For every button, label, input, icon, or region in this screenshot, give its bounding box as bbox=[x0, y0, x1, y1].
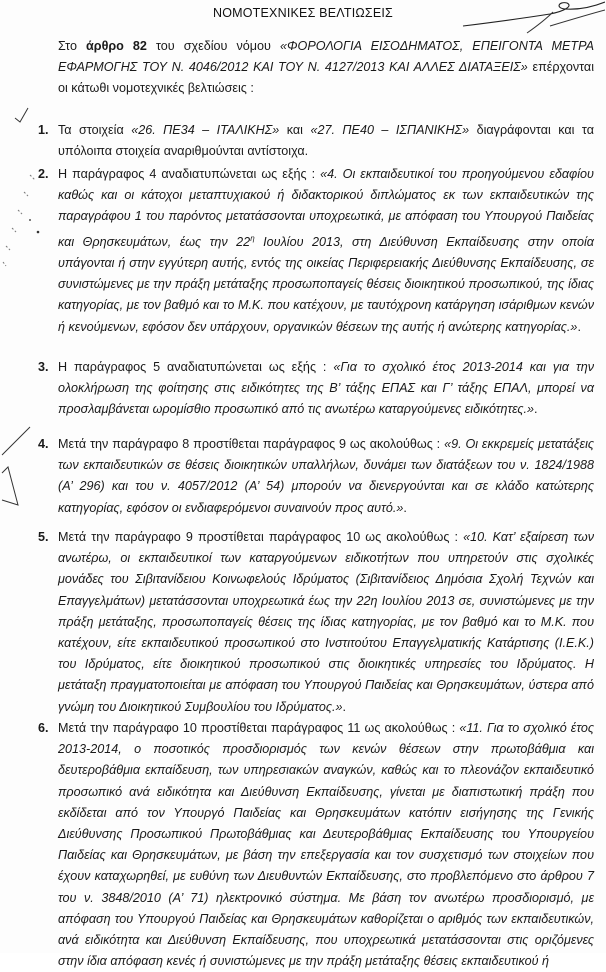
item-text: διαγράφονται και τα υπόλοιπα στοιχεία αναριθμούνται αντίστοιχα. bbox=[58, 123, 595, 159]
item-text: . bbox=[342, 699, 346, 714]
item-quote: «27. ΠΕ40 – ΙΣΠΑΝΙΚΗΣ» bbox=[310, 123, 470, 137]
list-item-2 bbox=[38, 164, 594, 338]
item-number: 5. bbox=[38, 530, 49, 544]
item-quote: «11. Για το σχολικό έτος 2013-2014, ο ποσοτικός προσδιορισμός των κενών θέσεων στην πρωτοβάθμια και δευτεροβάθμια εκπαίδευση, των υπηρεσιακών αναγκών, καθώς και το πλεονάζον εκπαιδευτικό προσωπικό ανά ειδικότητα και Διεύθυνση Εκπαίδευσης, γίνεται με διαπιστωτική πράξη που εκδίδεται από τον Υπουργό Παιδείας και Θρησκευμάτων κατόπιν εισήγησης της Γενικής Διεύθυνσης Προσωπικού Πρωτοβάθμιας και Δευτεροβάθμιας Εκπαίδευσης του Υπουργείου Παιδείας και Θρησκευμάτων, με βάση την επεξεργασία και τον συσχετισμό των στοιχείων που έχουν καταχωρηθεί, με ευθύνη των Διευθυντών Εκπαίδευσης, στο προβλεπόμενο στο άρθρου 7 του ν. 3848/2010 (Α’ 71) ηλεκτρονικό σύστημα. Με βάση τον ανωτέρω προσδιορισμό, με απόφαση του Υπουργού Παιδείας και Θρησκευμάτων καθορίζεται ο αριθμός των εκπαιδευτικών, ανά ειδικότητα και Διεύθυνση Εκπαίδευσης, που υποχρεωτικά μετατάσσονται στις οριζόμενες στην ίδια απόφαση κενές ή συνιστώμενες με την πράξη μετάταξης θέσεις εκπαιδευτικού ή bbox=[58, 721, 594, 969]
item-number: 4. bbox=[38, 437, 49, 451]
intro-paragraph bbox=[58, 36, 594, 99]
item-text: Μετά την παράγραφο 8 προστίθεται παράγραφος 9 ως ακολούθως : bbox=[58, 437, 445, 451]
list-item-5 bbox=[38, 527, 594, 718]
item-number: 2. bbox=[38, 167, 49, 181]
item-text: . bbox=[577, 319, 581, 334]
intro-middle: του σχεδίου νόμου bbox=[146, 39, 280, 53]
list-item-4 bbox=[38, 434, 594, 519]
item-text: Μετά την παράγραφο 9 προστίθεται παράγραφος 10 ως ακολούθως : bbox=[58, 530, 464, 544]
item-number: 3. bbox=[38, 360, 49, 374]
intro-suffix: επέρχονται οι κάτωθι νομοτεχνικές βελτιώσεις : bbox=[58, 60, 594, 95]
checkmark-icon bbox=[14, 106, 30, 124]
item-text: Η παράγραφος 5 αναδιατυπώνεται ως εξής : bbox=[58, 360, 334, 374]
item-text: και bbox=[279, 123, 311, 137]
margin-annotation-icon bbox=[0, 425, 35, 510]
item-quote: «26. ΠΕ34 – ΙΤΑΛΙΚΗΣ» bbox=[131, 123, 280, 137]
item-text: . bbox=[403, 500, 407, 515]
list-item-3 bbox=[38, 357, 594, 421]
list-item-1 bbox=[38, 120, 594, 162]
item-text: Η παράγραφος 4 αναδιατυπώνεται ως εξής : bbox=[58, 167, 321, 181]
item-quote: Ιουλίου 2013, στη Διεύθυνση Εκπαίδευσης στην οποία υπάγονται ή στην εγγύτερη αυτής, εντός της οικείας Περιφερειακής Διεύθυνσης Εκπαίδευσης, σε συνιστώμενες με την πράξη μετάταξης προσωποπαγείς θέσεις διοικητικού προσωπικού, της ίδιας κατηγορίας, με τον βαθμό και το Μ.Κ. που κατέχουν, με ταυτόχρονη κατάργηση ισάριθμων κενών ή κενούμενων, εφόσον δεν υπάρχουν, οργανικών θέσεων της αυτής ή ανώτερης κατηγορίας.» bbox=[58, 234, 594, 334]
list-item-6 bbox=[38, 718, 594, 972]
intro-prefix: Στο bbox=[58, 39, 87, 53]
item-number: 1. bbox=[38, 123, 49, 137]
item-number: 6. bbox=[38, 721, 49, 735]
item-quote: «9. Οι εκκρεμείς μετατάξεις των εκπαιδευτικών σε θέσεις διοικητικών υπαλλήλων, δυνάμει των διατάξεων του ν. 1824/1988 (Α’ 296) και του ν. 4057/2012 (Α’ 54) μπορούν να διενεργούνται και σε κλάδο κατώτερης κατηγορίας, εφόσον οι ενδιαφερόμενοι συναινούν προς αυτό.» bbox=[58, 437, 594, 515]
page-title: ΝΟΜΟΤΕΧΝΙΚΕΣ ΒΕΛΤΙΩΣΕΙΣ bbox=[213, 6, 393, 20]
item-quote: «10. Κατ’ εξαίρεση των ανωτέρω, οι εκπαιδευτικοί των καταργούμενων ειδικοτήτων που υπηρετούν στις σχολικές μονάδες του Σιβιτανίδειου Κοινωφελούς Ιδρύματος (Σιβιτανίδειος Δημόσια Σχολή Τεχνών και Επαγγελμάτων) μετατάσσονται υποχρεωτικά έως την 22η Ιουλίου 2013 σε, συνιστώμενες με την πράξη μετάταξης, προσωποπαγείς θέσεις της ίδιας κατηγορίας, με τον βαθμό και το Μ.Κ. που κατέχουν, είτε εκπαιδευτικού προσωπικού στο Ινστιτούτου Επαγγελματικής Κατάρτισης (Ι.Ε.Κ.) του Ιδρύματος, είτε διοικητικού προσωπικού στις διοικητικές υπηρεσίες του Ιδρύματος. Η μετάταξη πραγματοποιείται με απόφαση του Υπουργού Παιδείας και Θρησκευμάτων, ύστερα από γνώμη του Διοικητικού Συμβουλίου του Ιδρύματος.» bbox=[58, 530, 594, 714]
item-quote: «Για το σχολικό έτος 2013-2014 και για την ολοκλήρωση της φοίτησης στις ειδικότητες της Β’ τάξης ΕΠΑΣ και Γ’ τάξης ΕΠΑΛ, μπορεί να προσλαμβάνεται ωρομίσθιο προσωπικό από τις ανωτέρω καταργούμενες ειδικότητες.» bbox=[58, 360, 594, 417]
superscript: η bbox=[250, 233, 255, 243]
item-text: Τα στοιχεία bbox=[58, 123, 132, 137]
item-text: Μετά την παράγραφο 10 προστίθεται παράγραφος 11 ως ακολούθως : bbox=[58, 721, 460, 735]
item-quote: «4. Οι εκπαιδευτικοί του προηγούμενου εδαφίου καθώς και οι κάτοχοι μεταπτυχιακού ή διδακτορικού διπλώματος εκ των εκπαιδευτικών της παραγράφου 1 του παρόντος μετατάσσονται υποχρεωτικά, με απόφαση του Υπουργού Παιδείας και Θρησκευμάτων, έως την 22 bbox=[58, 167, 594, 249]
article-reference: άρθρο 82 bbox=[86, 39, 147, 53]
bill-title: «ΦΟΡΟΛΟΓΙΑ ΕΙΣΟΔΗΜΑΤΟΣ, ΕΠΕΙΓΟΝΤΑ ΜΕΤΡΑ ΕΦΑΡΜΟΓΗΣ ΤΟΥ Ν. 4046/2012 ΚΑΙ ΤΟΥ Ν. 4127/2013 ΚΑΙ ΑΛΛΕΣ ΔΙΑΤΑΞΕΙΣ» bbox=[58, 39, 594, 74]
item-text: . bbox=[533, 402, 538, 417]
